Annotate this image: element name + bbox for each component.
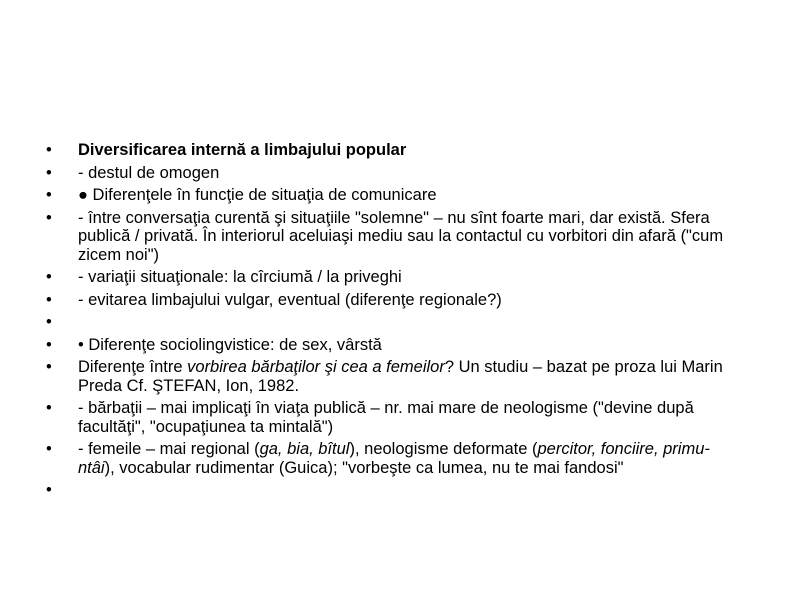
bullet-marker: •: [46, 335, 52, 354]
bullet-text-segment: ? Un studiu – bazat pe proza lui Marin Preda Cf. ŞTEFAN, Ion, 1982.: [78, 358, 723, 395]
bullet-text: [78, 186, 437, 204]
bullet-item: [46, 313, 746, 332]
bullet-text-segment: vorbirea bărbaţilor şi cea a femeilor: [187, 358, 445, 376]
bullet-list: [46, 141, 746, 504]
bullet-marker: •: [46, 313, 52, 331]
bullet-marker: •: [46, 208, 52, 227]
bullet-text: [78, 141, 406, 159]
bullet-item: [46, 186, 746, 205]
bullet-text: [78, 268, 402, 286]
bullet-item: [46, 164, 746, 183]
bullet-text-segment: Diferenţe între: [78, 358, 188, 376]
bullet-marker: •: [46, 290, 52, 309]
bullet-text-segment: • Diferenţe sociolingvistice: de sex, vârstă: [78, 335, 382, 354]
bullet-text-segment: ), neologisme deformate (: [349, 440, 538, 458]
bullet-text: [78, 336, 382, 354]
bullet-text-segment: ga, bia, bîtul: [259, 440, 350, 458]
bullet-item: [46, 440, 746, 477]
bullet-item: [46, 141, 746, 160]
bullet-text-segment: ● Diferenţele în funcţie de situaţia de comunicare: [78, 186, 437, 204]
bullet-text: [78, 209, 723, 264]
bullet-text-segment: - între conversaţia curentă şi situaţiile "solemne" – nu sînt foarte mari, dar există. Sfera publică / privată. În interiorul aceluiaşi mediu sau la contactul cu vorbitori din afară ("cum zicem noi"): [78, 208, 724, 264]
bullet-text: [78, 399, 694, 436]
bullet-text-segment: - destul de omogen: [78, 163, 220, 182]
bullet-marker: •: [46, 186, 52, 204]
bullet-text: [78, 164, 219, 182]
bullet-text-segment: ), vocabular rudimentar (Guica); "vorbeşte ca lumea, nu te mai fandosi": [104, 458, 624, 477]
bullet-text-segment: - evitarea limbajului vulgar, eventual (diferenţe regionale?): [78, 290, 502, 309]
bullet-marker: •: [46, 358, 52, 376]
bullet-item: [46, 358, 746, 395]
bullet-marker: •: [46, 440, 52, 458]
bullet-marker: •: [46, 481, 52, 499]
bullet-marker: •: [46, 141, 52, 159]
bullet-item: [46, 336, 746, 355]
bullet-marker: •: [46, 163, 52, 182]
bullet-text-segment: Diversificarea internă a limbajului popular: [78, 141, 407, 159]
bullet-text: [78, 440, 710, 477]
bullet-item: [46, 481, 746, 500]
bullet-item: [46, 268, 746, 287]
bullet-text: [78, 291, 502, 309]
bullet-marker: •: [46, 399, 52, 417]
bullet-text-segment: - variaţii situaţionale: la cîrciumă / la priveghi: [78, 268, 402, 286]
bullet-text-segment: - femeile – mai regional (: [78, 440, 260, 458]
bullet-text-segment: - bărbaţii – mai implicaţi în viaţa publică – nr. mai mare de neologisme ("devine după facultăţi", "ocupaţiunea ta mintală"): [78, 399, 694, 436]
bullet-text-segment: percitor, fonciire, primu-ntâi: [78, 440, 710, 477]
bullet-item: [46, 399, 746, 436]
bullet-item: [46, 291, 746, 310]
bullet-text: [78, 358, 723, 395]
bullet-item: [46, 209, 746, 265]
bullet-marker: •: [46, 268, 52, 286]
